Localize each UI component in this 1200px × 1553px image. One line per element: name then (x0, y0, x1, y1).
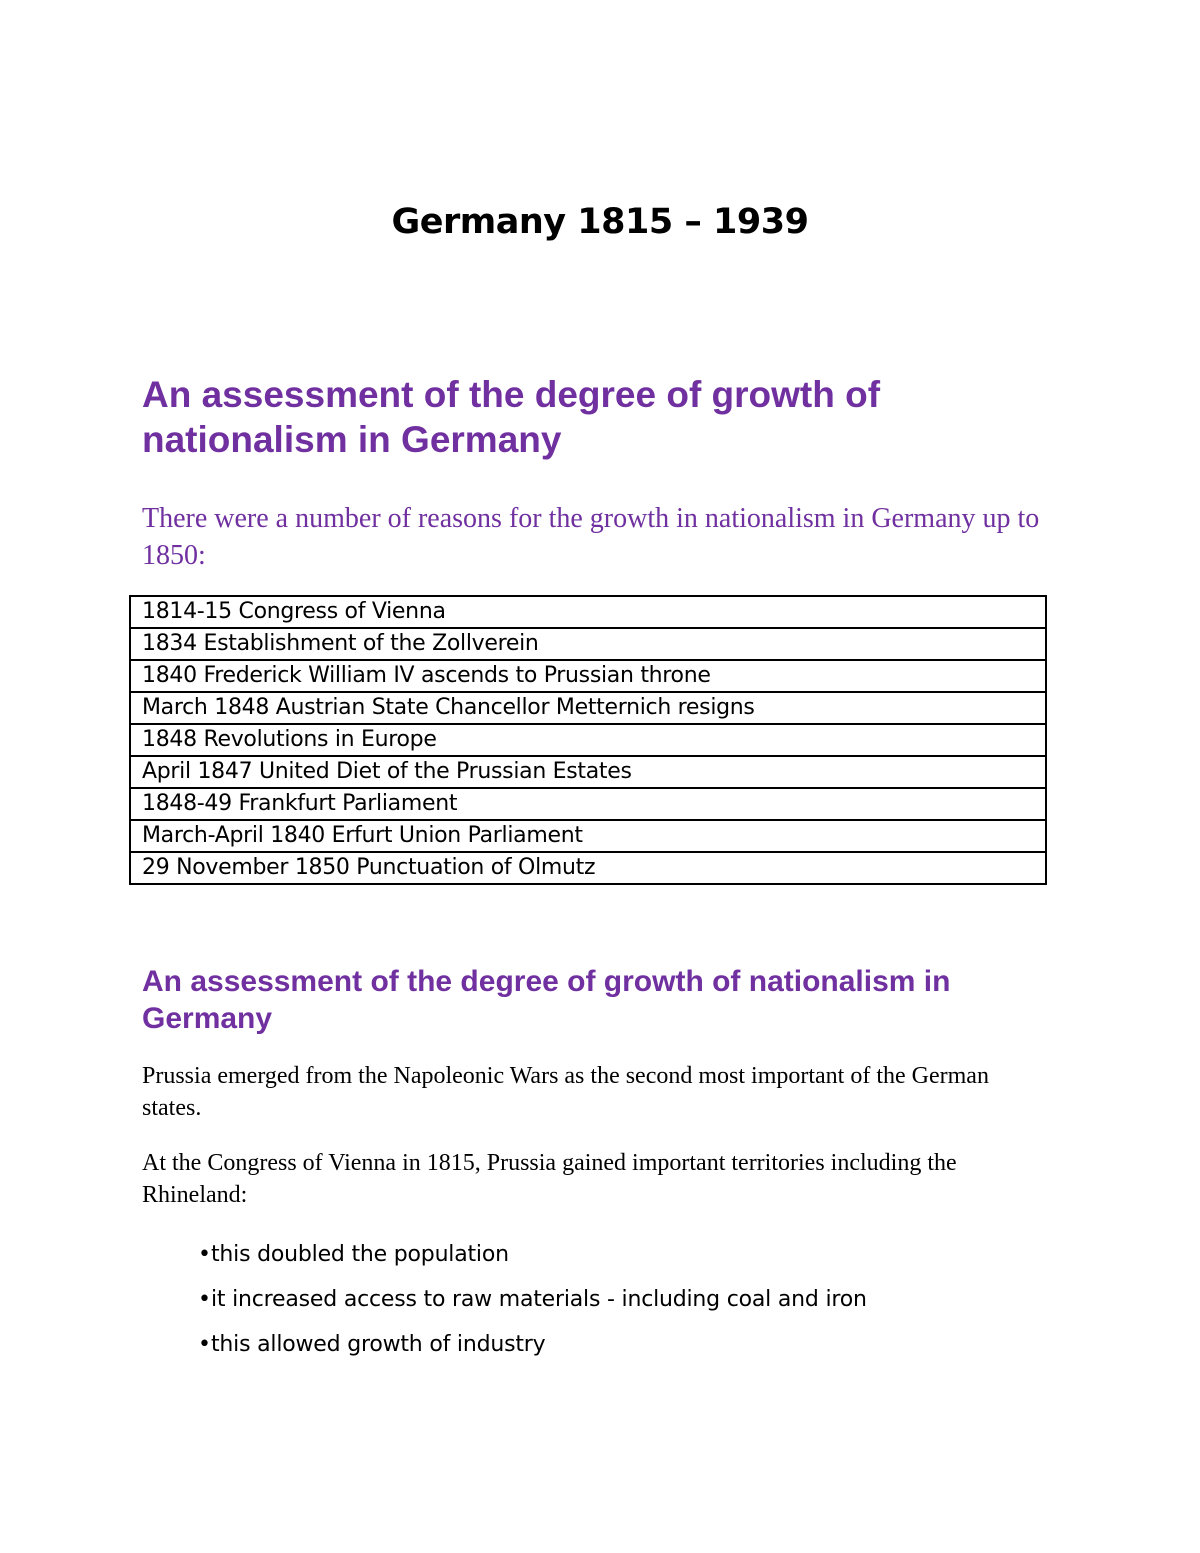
event-cell: 1848 Revolutions in Europe (130, 724, 1046, 756)
table-row (130, 596, 1046, 628)
event-cell: 1834 Establishment of the Zollverein (130, 628, 1046, 660)
list-item (198, 1236, 867, 1281)
list-item-text: it increased access to raw materials - including coal and iron (211, 1287, 867, 1312)
event-cell: 29 November 1850 Punctuation of Olmutz (130, 852, 1046, 884)
list-item-text: this doubled the population (211, 1242, 509, 1267)
table-row (130, 692, 1046, 724)
event-cell: April 1847 United Diet of the Prussian Estates (130, 756, 1046, 788)
event-cell: 1840 Frederick William IV ascends to Prussian throne (130, 660, 1046, 692)
bullet-icon: • (198, 1242, 211, 1267)
table-row (130, 820, 1046, 852)
event-cell: 1848-49 Frankfurt Parliament (130, 788, 1046, 820)
list-item (198, 1326, 867, 1371)
list-item (198, 1281, 867, 1326)
table-row (130, 756, 1046, 788)
event-cell: March-April 1840 Erfurt Union Parliament (130, 820, 1046, 852)
table-row (130, 724, 1046, 756)
table-row (130, 788, 1046, 820)
body-paragraph-prussia: Prussia emerged from the Napoleonic Wars as the second most important of the German states. (142, 1063, 989, 1121)
body-paragraph-congress: At the Congress of Vienna in 1815, Prussia gained important territories including the Rhineland: (142, 1150, 957, 1208)
section-heading-2: An assessment of the degree of growth of nationalism in Germany (142, 965, 951, 1035)
table-row (130, 628, 1046, 660)
events-table (129, 595, 1047, 885)
bullet-icon: • (198, 1332, 211, 1357)
event-cell: March 1848 Austrian State Chancellor Metternich resigns (130, 692, 1046, 724)
section-heading-1: An assessment of the degree of growth of nationalism in Germany (142, 374, 881, 460)
page-title: Germany 1815 – 1939 (391, 202, 809, 242)
event-cell: 1814-15 Congress of Vienna (130, 596, 1046, 628)
table-row (130, 660, 1046, 692)
bullet-icon: • (198, 1287, 211, 1312)
table-row (130, 852, 1046, 884)
bullet-list (198, 1236, 867, 1371)
intro-paragraph: There were a number of reasons for the growth in nationalism in Germany up to 1850: (142, 503, 1040, 571)
list-item-text: this allowed growth of industry (211, 1332, 546, 1357)
